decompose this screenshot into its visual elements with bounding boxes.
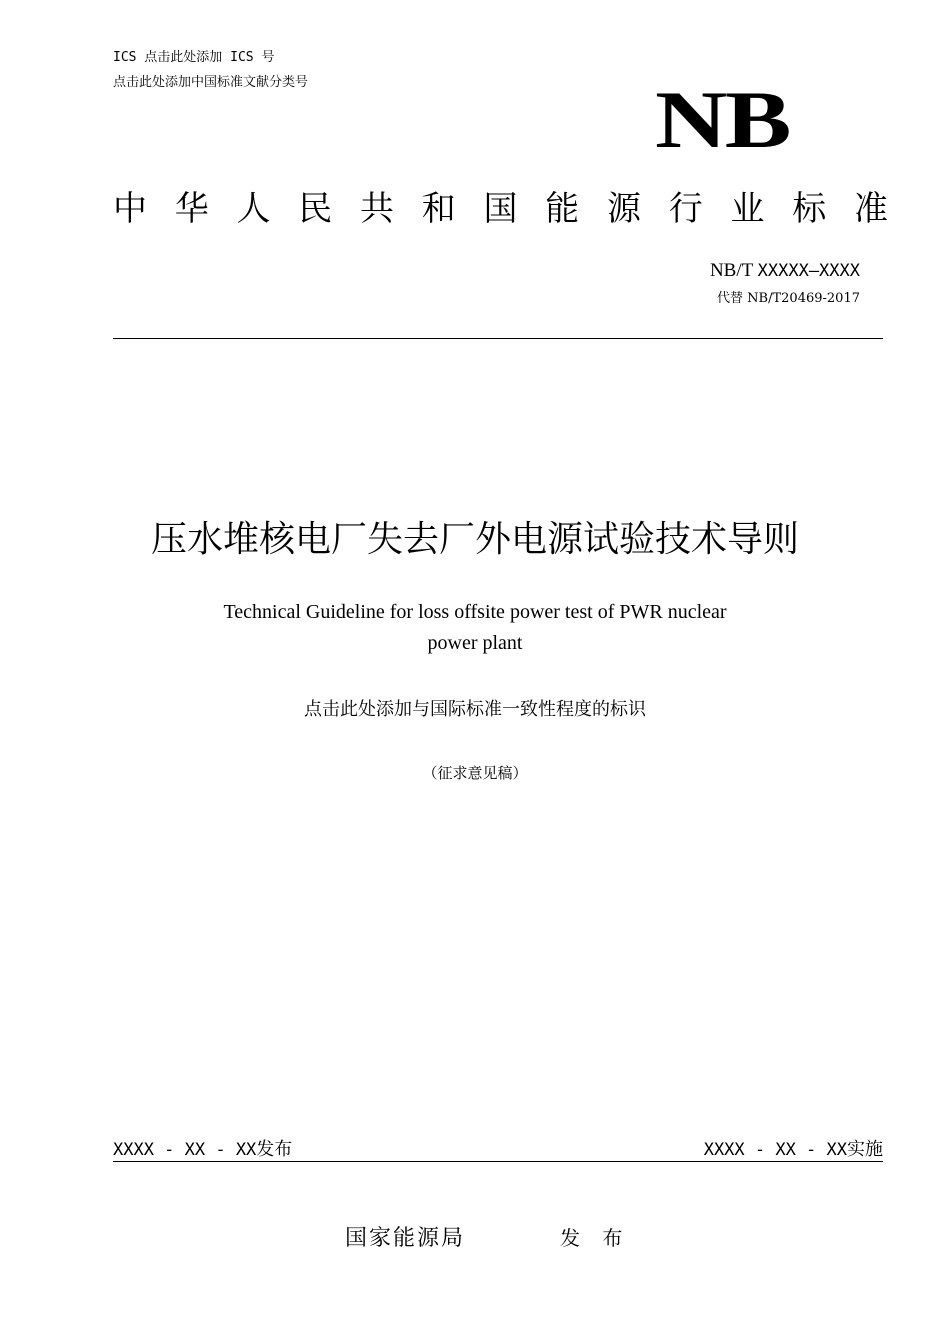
consistency-placeholder[interactable]: 点击此处添加与国际标准一致性程度的标识	[304, 699, 646, 720]
replaces-standard[interactable]: 代替 NB/T20469-2017	[717, 291, 860, 306]
standard-type-heading	[113, 186, 888, 232]
standard-type-char: 民	[298, 189, 333, 229]
standard-number-code: XXXXX—XXXX	[757, 261, 860, 281]
draft-status: （征求意见稿）	[422, 764, 528, 782]
implementation-date[interactable]	[704, 1137, 883, 1163]
implementation-date-code: XXXX - XX - XX	[703, 1140, 847, 1160]
standard-number-prefix: NB/T	[709, 260, 758, 281]
document-title-en-line: Technical Guideline for loss offsite power test of PWR nuclear	[223, 601, 727, 623]
standard-type-char: 准	[854, 189, 888, 229]
issue-date-label: 发布	[256, 1139, 293, 1160]
ccs-number-placeholder[interactable]: 点击此处添加中国标准文献分类号	[113, 75, 309, 90]
implementation-date-label: 实施	[847, 1139, 883, 1160]
publish-label: 发 布	[560, 1226, 631, 1250]
standard-type-char: 业	[730, 189, 765, 229]
date-divider	[113, 1161, 883, 1162]
standard-type-char: 行	[668, 189, 703, 229]
document-title-zh[interactable]	[0, 515, 950, 565]
standard-type-char: 人	[236, 189, 271, 229]
standard-type-char: 和	[421, 189, 456, 229]
standard-type-char: 标	[792, 189, 827, 229]
standard-type-char: 源	[607, 189, 641, 229]
standard-type-char: 国	[483, 189, 518, 229]
standard-type-char: 共	[360, 189, 394, 229]
issue-date-code: XXXX - XX - XX	[113, 1140, 257, 1160]
document-title-en[interactable]	[175, 597, 775, 659]
header-divider	[113, 338, 883, 339]
issuing-authority: 国家能源局	[345, 1226, 466, 1251]
issue-date[interactable]	[113, 1137, 292, 1163]
document-title-en-line: power plant	[427, 632, 523, 654]
ics-number-placeholder[interactable]: ICS 点击此处添加 ICS 号	[113, 50, 275, 65]
document-title-zh-text: 压水堆核电厂失去厂外电源试验技术导则	[150, 519, 799, 560]
nb-logo: NB	[655, 74, 790, 165]
standard-type-char: 华	[174, 189, 209, 229]
standard-type-char: 能	[545, 189, 580, 229]
standard-number[interactable]	[710, 259, 860, 283]
standard-type-char: 中	[113, 189, 147, 229]
